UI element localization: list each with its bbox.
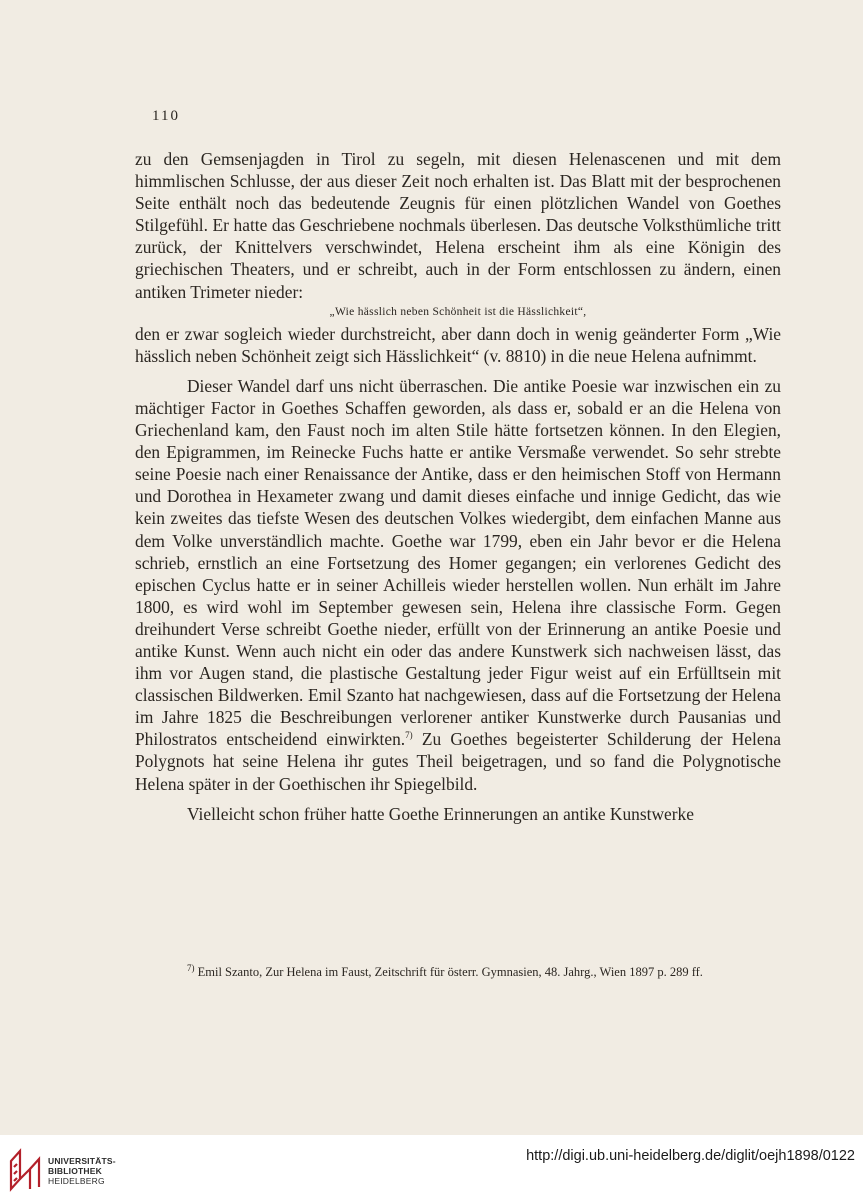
body-text xyxy=(135,148,781,825)
logo-line-1: UNIVERSITÄTS- xyxy=(48,1156,116,1166)
footnote-text: Emil Szanto, Zur Helena im Faust, Zeitschrift für österr. Gymnasien, 48. Jahrg., Wien 1897 p. 289 ff. xyxy=(197,965,703,979)
footnote-ref: 7) xyxy=(405,730,413,741)
source-url-link[interactable]: http://digi.ub.uni-heidelberg.de/diglit/oejh1898/0122 xyxy=(526,1148,855,1164)
paragraph-2: den er zwar sogleich wieder durchstreicht, aber dann doch in wenig geänderter Form „Wie hässlich neben Schönheit zeigt sich Hässlichkeit“ (v. 8810) in die neue Helena aufnimmt. xyxy=(135,323,781,366)
trimeter-quote: „Wie hässlich neben Schönheit ist die Hässlichkeit“, xyxy=(329,305,587,318)
paragraph-3-text: Dieser Wandel darf uns nicht überraschen. Die antike Poesie war inzwischen ein zu mächtiger Factor in Goethes Schaffen geworden, als dass er, sobald er an die Helena von Griechenland kam, den Faust noch im alten Stile hätte fortsetzen können. In den Elegien, den Epigrammen, im Reinecke Fuchs hatte er antike Versmaße verwendet. So sehr strebte seine Poesie nach einer Renaissance der Antike, dass er den heimischen Stoff von Hermann und Dorothea in Hexameter zwang und damit dieses einfache und innige Gedicht, das wie kein zweites das tiefste Wesen des deutschen Volkes wiedergibt, dem einfachen Manne aus dem Volke unverständlich machte. Goethe war 1799, eben ein Jahr bevor er die Helena schrieb, ernstlich an eine Fortsetzung des Homer gegangen; ein verlorenes Gedicht des epischen Cyclus hatte er in seiner Achilleis wieder herstellen wollen. Nun erhält im Jahre 1800, es wird wohl im September gewesen sein, Helena ihre classische Form. Gegen dreihundert Verse schreibt Goethe nieder, erfüllt von der Erinnerung an antike Poesie und antike Kunst. Wenn auch nicht ein oder das andere Kunstwerk sich nachweisen lässt, das ihm vor Augen stand, die plastische Gestaltung jeder Figur weist auf ein Erfülltsein mit classischen Bildwerken. Emil Szanto hat nachgewiesen, dass auf die Fortsetzung der Helena im Jahre 1825 die Beschreibungen verlorener antiker Kunstwerke durch Pausanias und Philostratos entscheidend einwirkten. xyxy=(135,375,781,750)
paragraph-1: zu den Gemsenjagden in Tirol zu segeln, mit diesen Helenascenen und mit dem himmlischen Schlusse, der aus dieser Zeit noch erhalten ist. Das Blatt mit der besprochenen Seite enthält noch das bedeutende Zeugnis für einen plötzlichen Wandel von Goethes Stilgefühl. Er hatte das Geschriebene nochmals überlesen. Das deutsche Volksthümliche tritt zurück, der Knittelvers verschwindet, Helena erscheint ihm als eine Königin des griechischen Theaters, und er schreibt, auch in der Form entschlossen zu ändern, einen antiken Trimeter nieder: xyxy=(135,149,781,302)
library-logo-icon[interactable] xyxy=(8,1147,42,1193)
paragraph-3-cont: Zu Goethes begeisterter Schilderung der Helena Polygnots hat seine Helena ihr gutes Theil beigetragen, und so fand die Polygnotische Helena später in der Goethischen ihr Spiegelbild. xyxy=(135,729,781,794)
footnote-marker: 7) xyxy=(187,962,195,973)
logo-line-3: HEIDELBERG xyxy=(48,1176,105,1186)
logo-line-2: BIBLIOTHEK xyxy=(48,1166,102,1176)
paragraph-3 xyxy=(135,375,781,795)
footer-bar xyxy=(0,1135,863,1204)
page-number: 110 xyxy=(152,108,180,124)
library-name xyxy=(48,1156,116,1186)
footnote xyxy=(135,964,781,981)
paragraph-4: Vielleicht schon früher hatte Goethe Erinnerungen an antike Kunstwerke xyxy=(187,803,694,824)
